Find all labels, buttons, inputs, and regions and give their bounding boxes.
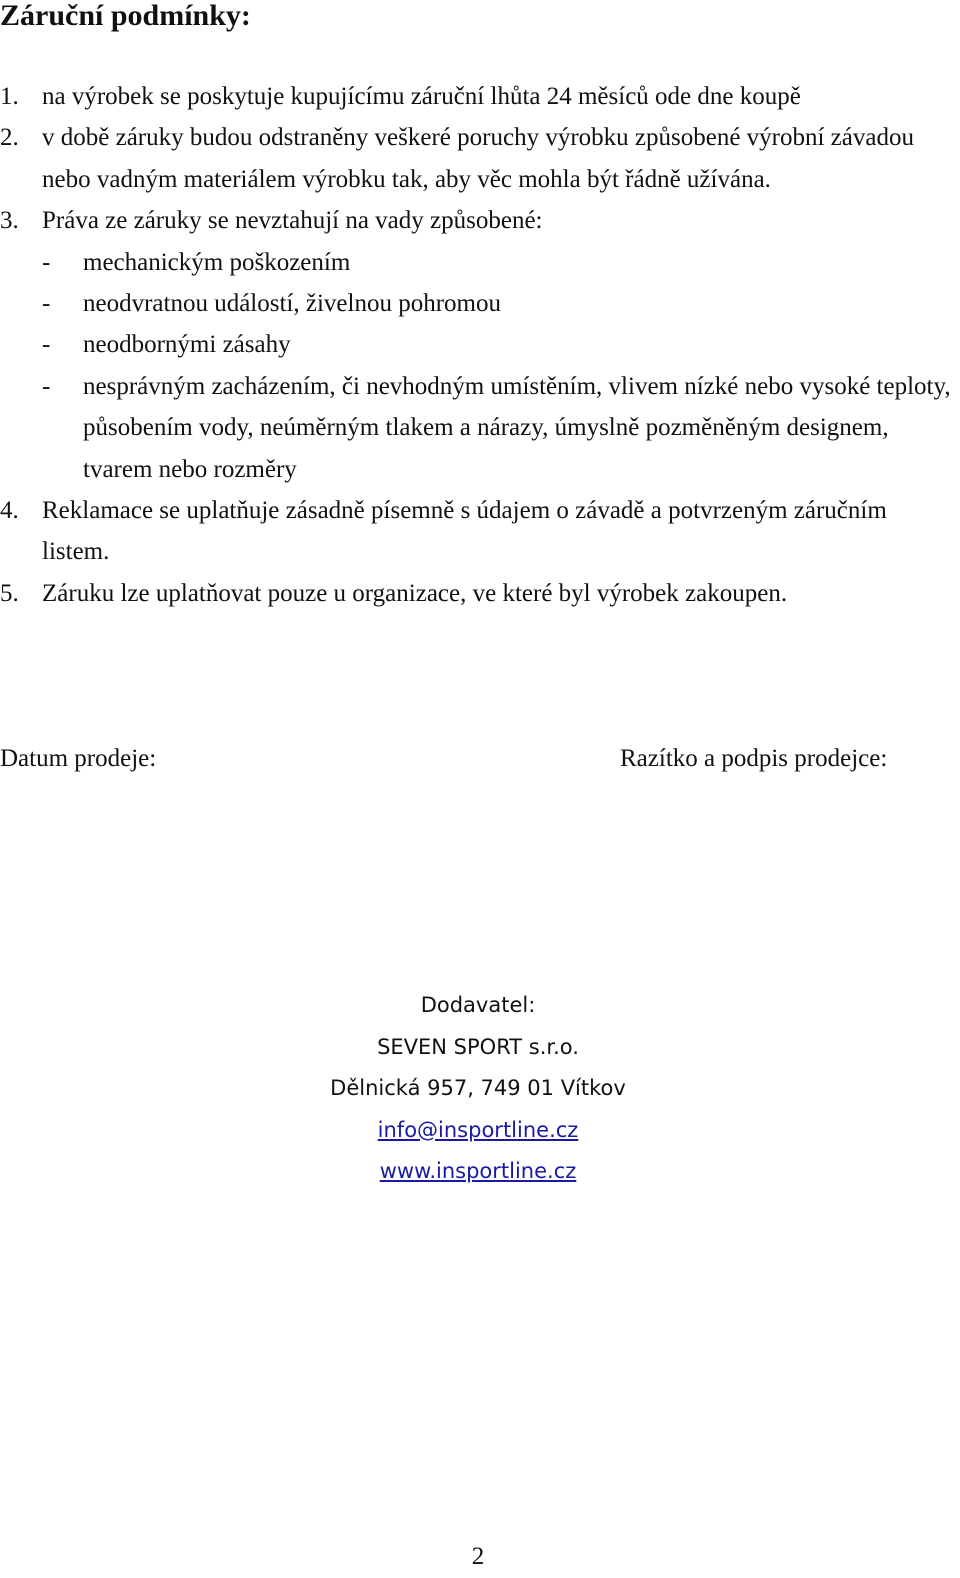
exclusion-dash: - xyxy=(42,248,51,276)
condition-item-3 xyxy=(0,200,960,241)
sale-date-label: Datum prodeje: xyxy=(0,745,157,772)
exclusion-dash: - xyxy=(42,290,51,318)
condition-number: 5. xyxy=(0,579,19,607)
condition-text: Reklamace se uplatňuje zásadně písemně s údajem o závadě a potvrzeným záručním listem. xyxy=(42,497,887,566)
condition-text: v době záruky budou odstraněny veškeré poruchy výrobku způsobené výrobní závadou nebo vadným materiálem výrobku tak, aby věc mohla být řádně užívána. xyxy=(42,124,914,193)
seller-stamp-label: Razítko a podpis prodejce: xyxy=(620,745,888,772)
supplier-company: SEVEN SPORT s.r.o. xyxy=(377,1034,579,1059)
condition-item-2 xyxy=(0,117,960,200)
condition-item-5 xyxy=(0,573,960,614)
warranty-conditions-list xyxy=(0,76,960,614)
exclusion-dash: - xyxy=(42,331,51,359)
condition-number: 2. xyxy=(0,124,19,152)
exclusion-dash: - xyxy=(42,372,51,400)
exclusion-text: neodbornými zásahy xyxy=(83,331,291,359)
page-number: 2 xyxy=(471,1543,485,1570)
condition-number: 1. xyxy=(0,83,19,110)
page-title: Záruční podmínky: xyxy=(0,0,251,32)
exclusion-item-1 xyxy=(0,242,960,283)
condition-item-4 xyxy=(0,490,960,573)
exclusion-item-4 xyxy=(0,366,960,490)
condition-text: na výrobek se poskytuje kupujícímu záruční lhůta 24 měsíců ode dne koupě xyxy=(42,83,801,110)
condition-number: 4. xyxy=(0,497,19,525)
exclusion-text: neodvratnou událostí, živelnou pohromou xyxy=(83,290,501,318)
exclusion-text: nesprávným zacházením, či nevhodným umístěním, vlivem nízké nebo vysoké teploty, působením vody, neúměrným tlakem a nárazy, úmyslně pozměněným designem, tvarem nebo rozměry xyxy=(83,372,951,483)
supplier-block xyxy=(0,985,956,1193)
supplier-email-link[interactable]: info@insportline.cz xyxy=(377,1117,579,1142)
supplier-website-link[interactable]: www.insportline.cz xyxy=(379,1159,577,1183)
condition-number: 3. xyxy=(0,207,19,235)
exclusion-text: mechanickým poškozením xyxy=(83,248,351,276)
exclusion-item-2 xyxy=(0,283,960,324)
condition-text: Záruku lze uplatňovat pouze u organizace, ve které byl výrobek zakoupen. xyxy=(42,579,788,607)
condition-text: Práva ze záruky se nevztahují na vady způsobené: xyxy=(42,207,543,235)
exclusion-item-3 xyxy=(0,324,960,365)
condition-item-1 xyxy=(0,76,960,117)
supplier-label: Dodavatel: xyxy=(420,993,536,1017)
supplier-address: Dělnická 957, 749 01 Vítkov xyxy=(330,1076,626,1100)
